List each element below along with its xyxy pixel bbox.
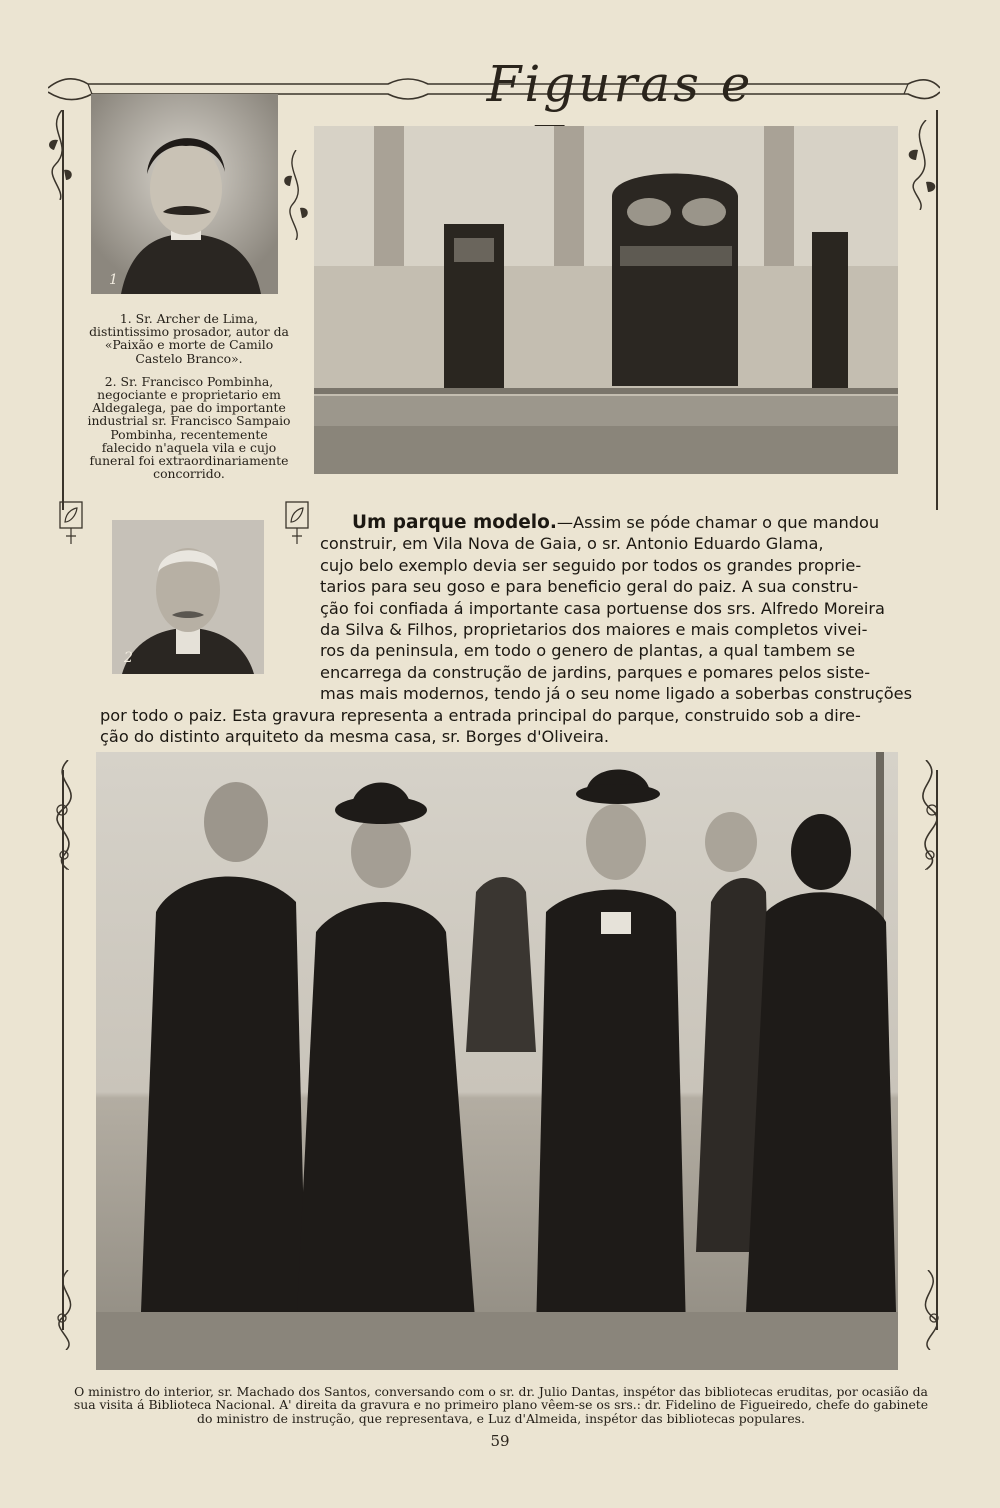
article-title: Um parque modelo. xyxy=(352,512,557,533)
portrait-photo-archer-de-lima xyxy=(91,94,278,294)
photo-number: 1 xyxy=(109,272,118,288)
article-first-line xyxy=(100,512,890,533)
article-line: mas mais modernos, tendo já o seu nome ligado a soberbas construções xyxy=(320,684,913,704)
article-line: cujo belo exemplo devia ser seguido por todos os grandes proprie- xyxy=(320,555,862,575)
article-line: encarrega da construção de jardins, parques e pomares pelos siste- xyxy=(320,662,871,682)
scroll-ornament-icon-left-bottom xyxy=(44,1270,92,1350)
small-leaf-frame-icon-left xyxy=(58,500,84,546)
article-line: construir, em Vila Nova de Gaia, o sr. Antonio Eduardo Glama, xyxy=(320,534,824,554)
article-line: da Silva & Filhos, proprietarios dos maiores e mais completos vivei- xyxy=(320,620,868,640)
leaf-ornament-icon-far-right xyxy=(896,120,944,210)
scroll-ornament-icon-left xyxy=(42,760,94,870)
article-line: ros da peninsula, em todo o genero de plantas, a qual tambem se xyxy=(320,641,856,661)
scroll-ornament-icon-right-bottom xyxy=(904,1270,952,1350)
leaf-ornament-icon xyxy=(40,110,80,200)
article-line: tarios para seu goso e para beneficio geral do paiz. A sua constru- xyxy=(320,577,859,597)
caption-archer-de-lima: 1. Sr. Archer de Lima, distintissimo prosador, autor da «Paixão e morte de Camilo Castelo Branco». xyxy=(89,311,289,366)
scroll-ornament-icon-right xyxy=(900,760,952,870)
photo-park-entrance-building xyxy=(314,126,898,474)
photo-captions-block xyxy=(86,312,292,490)
page-number: 59 xyxy=(490,1432,510,1450)
leaf-ornament-icon-right xyxy=(280,150,312,240)
photo-number: 2 xyxy=(124,650,133,666)
article-line: ção foi confiada á importante casa portuense dos srs. Alfredo Moreira xyxy=(320,598,885,618)
group-photo-ministro-do-interior xyxy=(96,752,898,1370)
article-line: ção do distinto arquiteto da mesma casa, sr. Borges d'Oliveira. xyxy=(100,727,610,747)
caption-francisco-pombinha: 2. Sr. Francisco Pombinha, negociante e proprietario em Aldegalega, pae do importante industrial sr. Francisco Sampaio Pombinha, recentemente falecido n'aquela vila e cujo funeral foi extraordinariamente concorrido. xyxy=(87,373,291,482)
article-line: por todo o paiz. Esta gravura representa a entrada principal do parque, construido sob a dire- xyxy=(100,705,861,725)
page-section-title: Figuras e xyxy=(486,55,754,113)
article-line: —Assim se póde chamar o que mandou xyxy=(556,513,880,532)
article-um-parque-modelo xyxy=(100,512,913,747)
group-photo-caption: O ministro do interior, sr. Machado dos Santos, conversando com o sr. dr. Julio Dantas, inspétor das bibliotecas eruditas, por ocasião da sua visita á Biblioteca Nacional. A' direita da gravura e no primeiro plano vêem-se os srs.: dr. Fidelino de Figueiredo, chefe do gabinete do ministro de instrução, que representava, e Luz d'Almeida, inspétor das bibliotecas populares. xyxy=(73,1384,929,1426)
